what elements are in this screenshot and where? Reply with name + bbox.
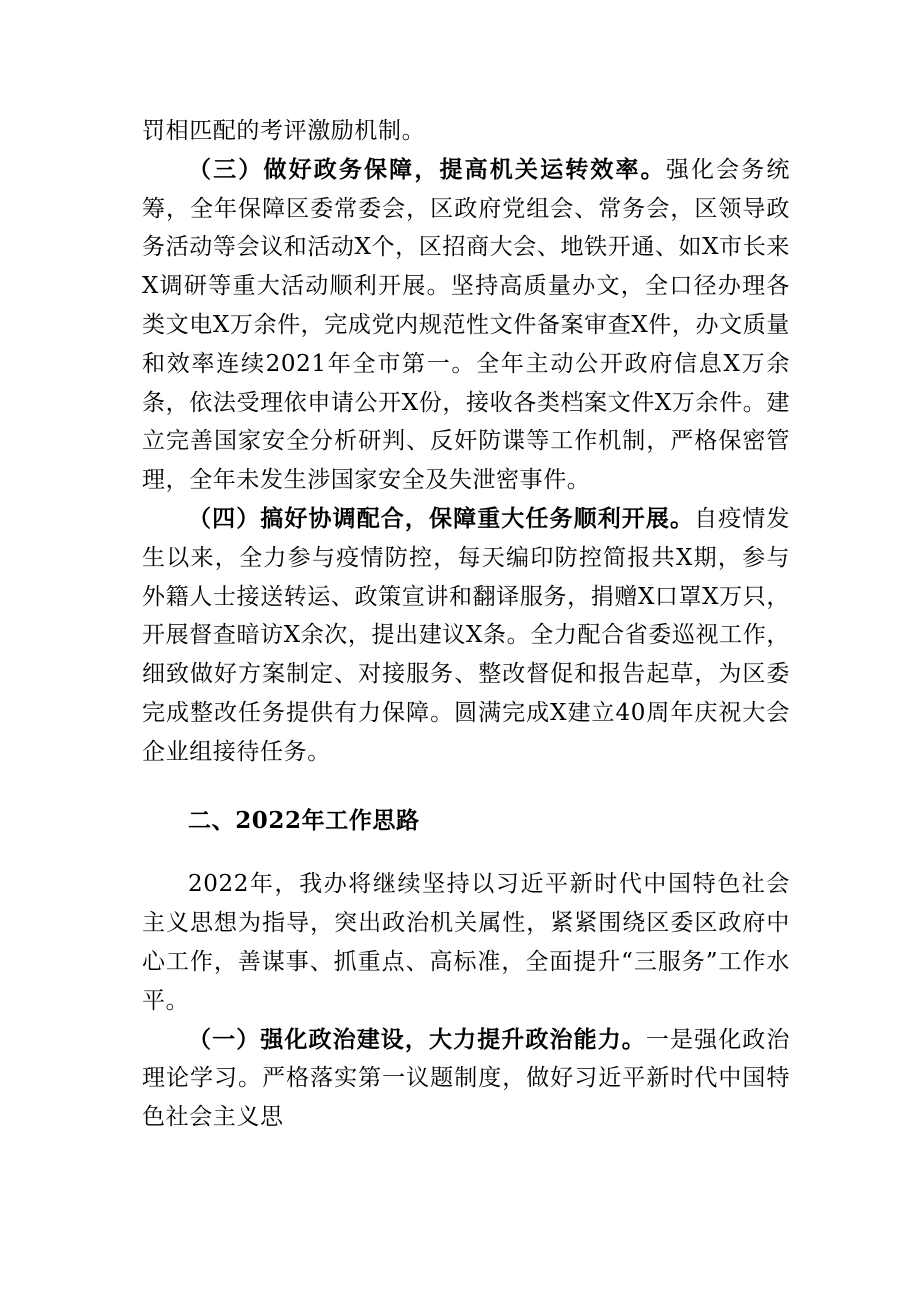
paragraph-text: 一是强化政治理论学习。严格落实第一议题制度，做好习近平新时代中国特色社会主义思 <box>142 1026 790 1131</box>
paragraph-text: 自疫情发生以来，全力参与疫情防控，每天编印防控简报共X期，参与外籍人士接送转运、政策宣讲和翻译服务，捐赠X口罩X万只，开展督查暗访X余次，提出建议X条。全力配合省委巡视工作，细致做好方案制定、对接服务、整改督促和报告起草，为区委完成整改任务提供有力保障。圆满完成X建立40周年庆祝大会企业组接待任务。 <box>142 505 790 765</box>
section-heading: 二、2022年工作思路 <box>188 806 420 834</box>
section-lead-bold: （三）做好政务保障，提高机关运转效率。 <box>188 155 666 183</box>
section-lead-bold: （四）搞好协调配合，保障重大任务顺利开展。 <box>188 504 695 532</box>
paragraph-text: 罚相匹配的考评激励机制。 <box>142 118 426 144</box>
section-lead-bold: （一）强化政治建设，大力提升政治能力。 <box>188 1025 646 1053</box>
document-page <box>142 112 790 1137</box>
paragraph-intro-2022 <box>142 865 790 1020</box>
paragraph-continuation <box>142 112 790 151</box>
paragraph-section-1 <box>142 1021 790 1137</box>
paragraph-text: 2022年，我办将继续坚持以习近平新时代中国特色社会主义思想为指导，突出政治机关属性，紧紧围绕区委区政府中心工作，善谋事、抓重点、高标准，全面提升“三服务”工作水平。 <box>142 871 790 1014</box>
paragraph-text: 强化会务统筹，全年保障区委常委会，区政府党组会、常务会，区领导政务活动等会议和活动X个，区招商大会、地铁开通、如X市长来X调研等重大活动顺利开展。坚持高质量办文，全口径办理各类文电X万余件，完成党内规范性文件备案审查X件，办文质量和效率连续2021年全市第一。全年主动公开政府信息X万余条，依法受理依申请公开X份，接收各类档案文件X万余件。建立完善国家安全分析研判、反奸防谍等工作机制，严格保密管理，全年未发生涉国家安全及失泄密事件。 <box>142 156 791 494</box>
paragraph-section-3 <box>142 151 790 500</box>
paragraph-section-4 <box>142 500 790 772</box>
